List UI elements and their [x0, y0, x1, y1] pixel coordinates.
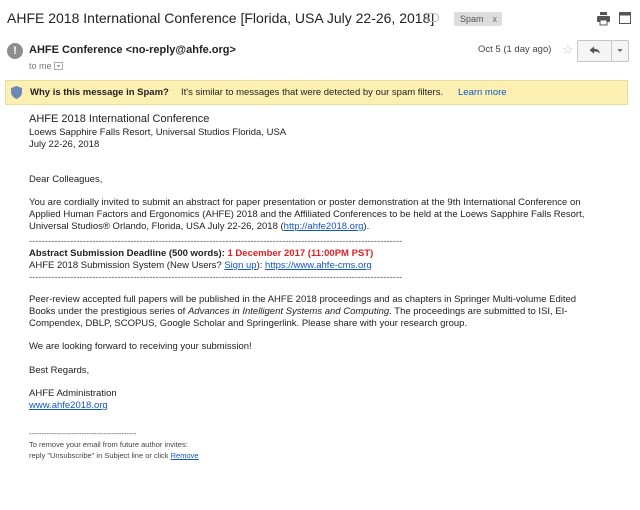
spam-label-text: Spam — [460, 14, 484, 24]
footer-remove-line — [29, 451, 199, 461]
deadline-line — [29, 248, 373, 260]
reply-icon — [578, 41, 611, 61]
signature: AHFE Administration — [29, 388, 117, 399]
submission-text: ): — [256, 260, 266, 271]
submission-system-line — [29, 260, 372, 272]
sender-name[interactable]: AHFE Conference <no-reply@ahfe.org> — [29, 44, 236, 56]
invite-text-line: Applied Human Factors and Ergonomics (AHFE) 2018 and the Affiliated Conferences to be held at the Loews Sapphire Falls Resort, — [29, 209, 585, 220]
avatar: ! — [7, 43, 23, 59]
reply-button[interactable] — [577, 40, 612, 62]
email-subject: AHFE 2018 International Conference [Florida, USA July 22-26, 2018] — [7, 10, 435, 26]
learn-more-link[interactable]: Learn more — [458, 87, 507, 98]
shield-icon — [11, 86, 22, 99]
conference-title: AHFE 2018 International Conference — [29, 113, 210, 125]
remove-label-icon[interactable]: x — [492, 14, 497, 24]
divider: ---------------------------------------------------------------------------------------------------------------------- — [29, 272, 403, 283]
spam-warning-banner — [5, 80, 628, 105]
spam-label-chip[interactable] — [454, 12, 502, 26]
submission-text: AHFE 2018 Submission System (New Users? — [29, 260, 225, 271]
conference-website-link[interactable]: http://ahfe2018.org — [283, 221, 364, 232]
spam-banner-reason: It's similar to messages that were detected by our spam filters. — [181, 87, 444, 98]
subject-bar — [0, 0, 640, 36]
star-icon[interactable]: ☆ — [562, 42, 574, 57]
more-actions-button[interactable] — [611, 40, 629, 62]
divider: ---------------------------------------------------------------------------------------------------------------------- — [29, 236, 403, 247]
deadline-date: 1 December 2017 (11:00PM PST) — [227, 248, 374, 259]
details-dropdown-icon[interactable] — [54, 62, 63, 70]
more-icon — [612, 41, 628, 61]
conference-venue: Loews Sapphire Falls Resort, Universal Studios Florida, USA — [29, 127, 287, 138]
peer-review-line: Peer-review accepted full papers will be published in the AHFE 2018 proceedings and as chapters in Springer Multi-volume Edited — [29, 294, 577, 305]
print-icon[interactable] — [597, 12, 610, 25]
spam-banner-title: Why is this message in Spam? — [30, 87, 169, 98]
closing-line: We are looking forward to receiving your submission! — [29, 341, 252, 352]
invite-text-line: You are cordially invited to submit an abstract for paper presentation or poster demonstration at the 9th International Conference on — [29, 197, 581, 208]
peer-review-line — [29, 306, 567, 318]
invite-text-line — [29, 221, 369, 233]
new-window-icon[interactable] — [619, 12, 631, 24]
footer-divider: ------------------------------------------- — [29, 429, 137, 438]
conference-dates: July 22-26, 2018 — [29, 139, 100, 150]
invite-text: Universal Studios® Orlando, Florida, USA July 22-26, 2018 ( — [29, 221, 284, 232]
submission-system-link[interactable]: https://www.ahfe-cms.org — [265, 260, 372, 271]
footer-unsubscribe-line: To remove your email from future author invites: — [29, 440, 188, 449]
remove-link[interactable]: Remove — [170, 451, 199, 460]
recipient-label: to me — [29, 61, 52, 71]
message-header — [0, 38, 640, 78]
greeting: Dear Colleagues, — [29, 174, 103, 185]
peer-review-text: . The proceedings are submitted to ISI, EI- — [389, 306, 568, 317]
regards: Best Regards, — [29, 365, 90, 376]
sign-up-link[interactable]: Sign up — [224, 260, 257, 271]
deadline-label: Abstract Submission Deadline (500 words): — [29, 248, 228, 259]
label-icon[interactable] — [427, 13, 439, 22]
invite-text: ). — [363, 221, 370, 232]
series-title: Advances in Intelligent Systems and Computing — [187, 306, 390, 317]
peer-review-line: Compendex, DBLP, SCOPUS, Google Scholar and Springerlink. Please share with your research group. — [29, 318, 468, 329]
peer-review-text: Books under the prestigious series of — [29, 306, 188, 317]
footer-text: reply "Unsubscribe" in Subject line or click — [29, 451, 171, 460]
website-link[interactable]: www.ahfe2018.org — [29, 400, 108, 411]
message-date: Oct 5 (1 day ago) — [478, 44, 552, 55]
